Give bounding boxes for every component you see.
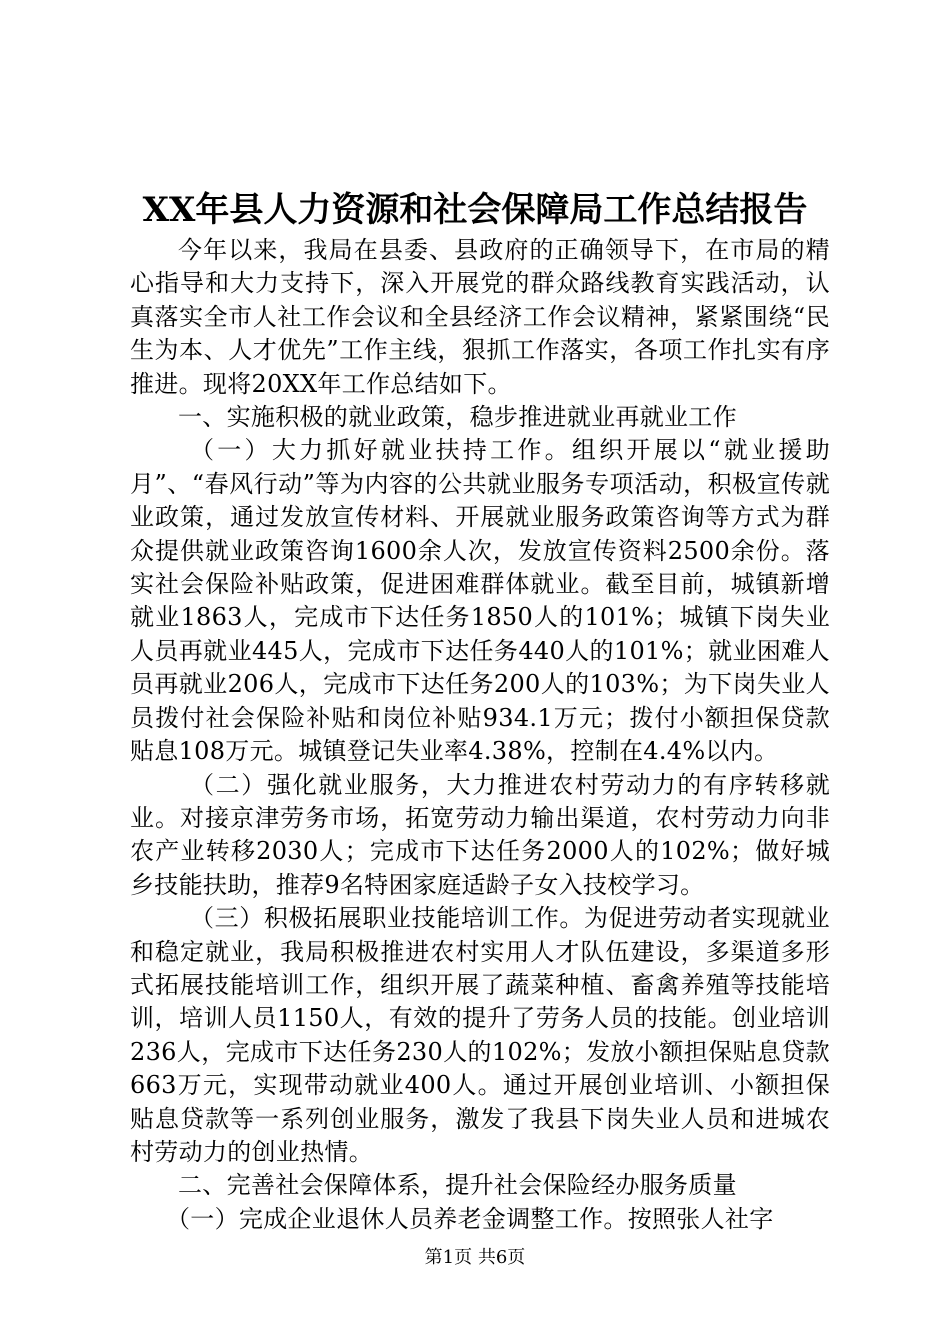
subsection-1-1: （一）大力抓好就业扶持工作。组织开展以“就业援助月”、“春风行动”等为内容的公共就业服务专项活动，积极宣传就业政策，通过发放宣传材料、开展就业服务政策咨询等方式为群众提供就业政策咨询1600余人次，发放宣传资料2500余份。落实社会保险补贴政策，促进困难群体就业。截至目前，城镇新增就业1863人，完成市下达任务1850人的101%；城镇下岗失业人员再就业445人，完成市下达任务440人的101%；就业困难人员再就业206人，完成市下达任务200人的103%；为下岗失业人员拨付社会保险补贴和岗位补贴934.1万元；拨付小额担保贷款贴息108万元。城镇登记失业率4.38%，控制在4.4%以内。 bbox=[130, 436, 830, 766]
subsection-1-3: （三）积极拓展职业技能培训工作。为促进劳动者实现就业和稳定就业，我局积极推进农村实用人才队伍建设，多渠道多形式拓展技能培训工作，组织开展了蔬菜种植、畜禽养殖等技能培训，培训人员1150人，有效的提升了劳务人员的技能。创业培训236人，完成市下达任务230人的102%；发放小额担保贴息贷款663万元，实现带动就业400人。通过开展创业培训、小额担保贴息贷款等一系列创业服务，激发了我县下岗失业人员和进城农村劳动力的创业热情。 bbox=[130, 904, 830, 1166]
document-title: XX年县人力资源和社会保障局工作总结报告 bbox=[142, 190, 808, 230]
intro-paragraph: 今年以来，我局在县委、县政府的正确领导下，在市局的精心指导和大力支持下，深入开展党的群众路线教育实践活动，认真落实全市人社工作会议和全县经济工作会议精神，紧紧围绕“民生为本、人才优先”工作主线，狠抓工作落实，各项工作扎实有序推进。现将20XX年工作总结如下。 bbox=[130, 236, 830, 398]
subsection-1-2: （二）强化就业服务，大力推进农村劳动力的有序转移就业。对接京津劳务市场，拓宽劳动力输出渠道，农村劳动力向非农产业转移2030人；完成市下达任务2000人的102%；做好城乡技能扶助，推荐9名特困家庭适龄子女入技校学习。 bbox=[130, 770, 830, 899]
section-heading-1: 一、实施积极的就业政策，稳步推进就业再就业工作 bbox=[178, 403, 737, 432]
document-body bbox=[130, 234, 830, 1236]
subsection-2-1: （一）完成企业退休人员养老金调整工作。按照张人社字 bbox=[166, 1204, 774, 1233]
section-heading-2: 二、完善社会保障体系，提升社会保险经办服务质量 bbox=[178, 1171, 737, 1200]
page-number-footer: 第1页 共6页 bbox=[424, 1247, 526, 1268]
